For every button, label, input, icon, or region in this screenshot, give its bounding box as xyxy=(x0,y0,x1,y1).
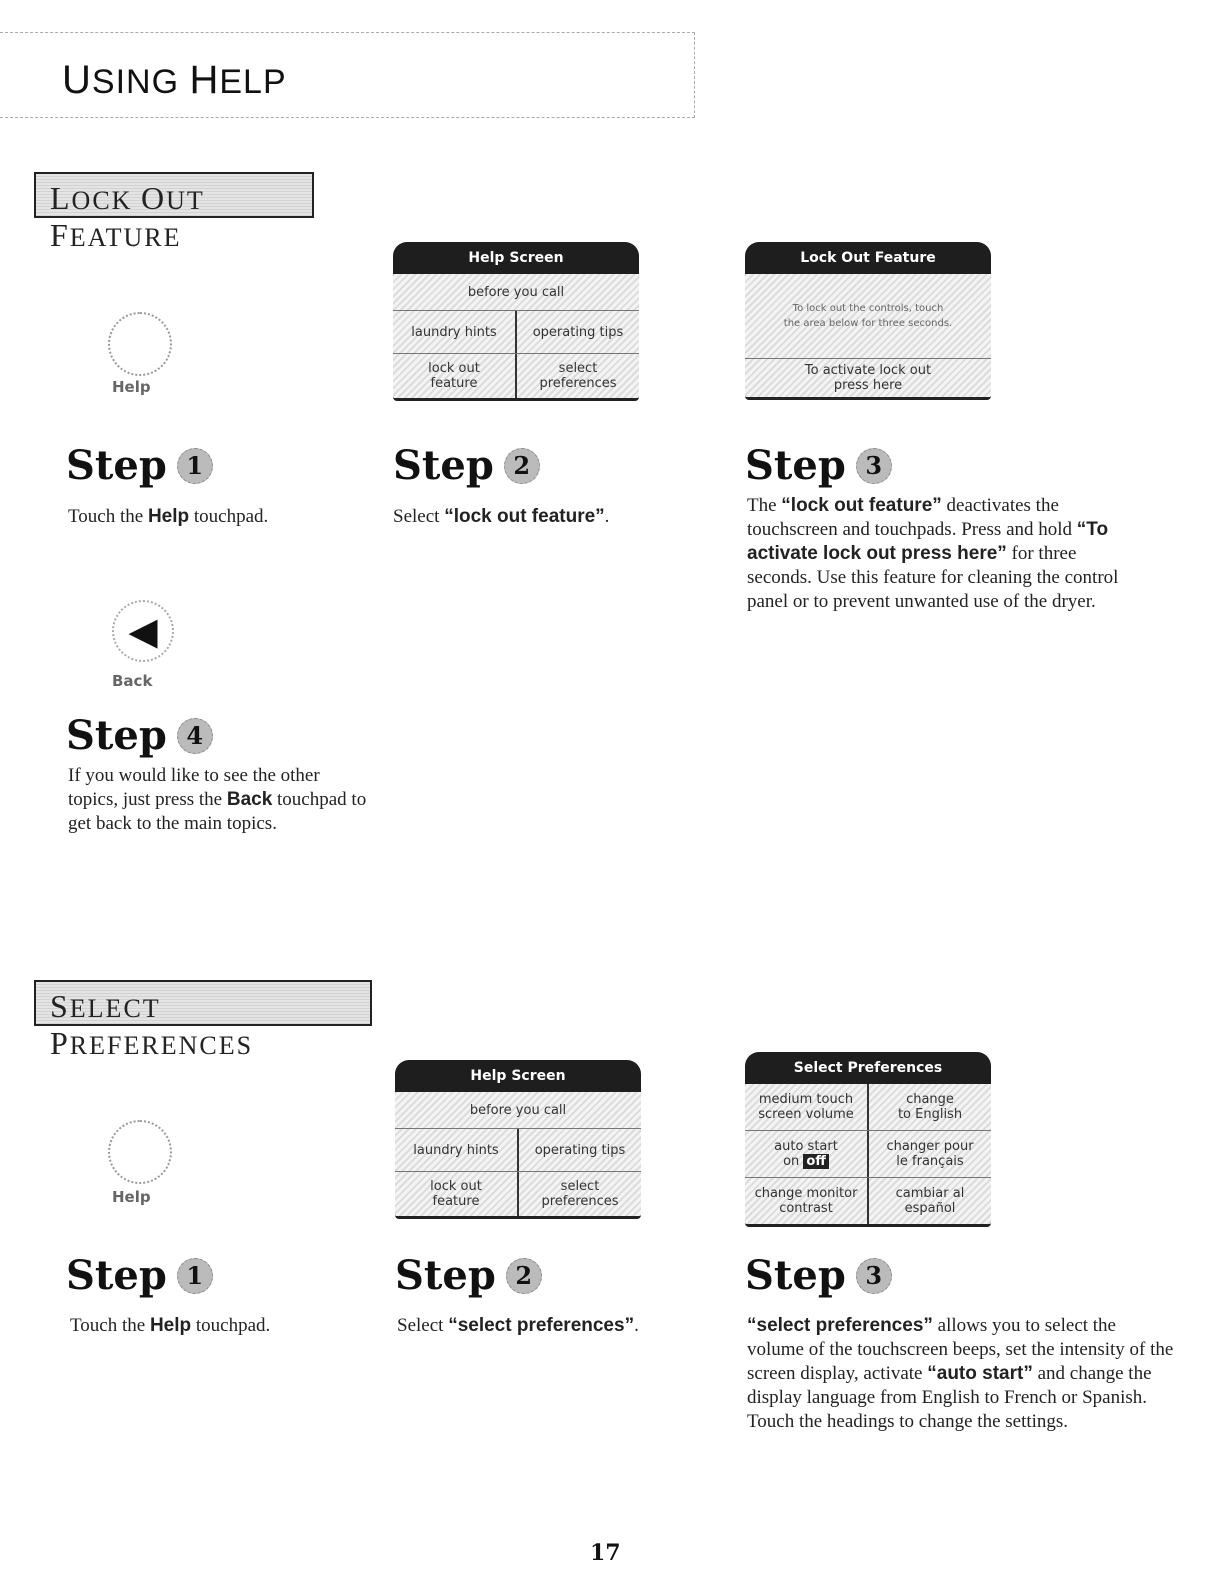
laundry-hints-option[interactable]: laundry hints xyxy=(413,1142,499,1158)
operating-tips-option[interactable]: operating tips xyxy=(515,311,639,353)
lock-step-3-heading: Step 3 xyxy=(745,442,892,489)
help-touchpad-label: Help xyxy=(112,378,151,396)
help-touchpad-label: Help xyxy=(112,1188,151,1206)
laundry-hints-option[interactable]: laundry hints xyxy=(411,324,497,340)
section-banner-lock-out: LOCK OUT FEATURE xyxy=(34,172,314,218)
lock-step-3-text: The “lock out feature” deactivates the touchscreen and touchpads. Press and hold “To activate lock out press here” for three seconds. Use this feature for cleaning the control panel or to prevent unwanted use of the dryer. xyxy=(747,495,1119,612)
lock-out-feature-option[interactable]: lock out feature xyxy=(430,1179,482,1209)
activate-lock-out-button[interactable]: To activate lock out press here xyxy=(804,363,932,393)
prefs-step-2-text: Select “select preferences”. xyxy=(397,1315,639,1336)
screen-title: Select Preferences xyxy=(745,1052,991,1084)
back-touchpad-icon xyxy=(112,600,174,662)
prefs-step-3-text: “select preferences” allows you to select the volume of the touchscreen beeps, set the intensity of the screen display, activate “auto start” and change the display language from English to French or Spanish. Touch the headings to change the settings. xyxy=(747,1315,1174,1432)
back-touchpad-label: Back xyxy=(112,672,153,690)
help-touchpad-icon xyxy=(108,1120,172,1184)
page-title: USING HELP xyxy=(62,58,287,102)
prefs-step-1-text: Touch the Help touchpad. xyxy=(70,1315,271,1336)
lock-step-2-heading: Step 2 xyxy=(393,442,540,489)
screen-title: Lock Out Feature xyxy=(745,242,991,274)
prefs-step-3-heading: Step 3 xyxy=(745,1252,892,1299)
select-preferences-option[interactable]: select preferences xyxy=(515,354,639,398)
select-preferences-option[interactable]: select preferences xyxy=(517,1172,641,1216)
lock-out-instructions: To lock out the controls, touch the area below for three seconds. xyxy=(783,303,953,329)
arrow-left-icon: ◀ xyxy=(128,610,158,653)
screen-volume-option[interactable]: medium touch screen volume xyxy=(758,1092,854,1122)
page-number: 17 xyxy=(590,1540,621,1566)
prefs-step-2-heading: Step 2 xyxy=(395,1252,542,1299)
lock-step-1-heading: Step 1 xyxy=(66,442,213,489)
monitor-contrast-option[interactable]: change monitor contrast xyxy=(754,1186,858,1216)
screen-title: Help Screen xyxy=(393,242,639,274)
lock-step-4-heading: Step 4 xyxy=(66,712,213,759)
help-screen-display xyxy=(393,242,639,401)
off-badge: off xyxy=(803,1154,828,1169)
section-banner-select-preferences: SELECT PREFERENCES xyxy=(34,980,372,1026)
select-preferences-screen-display xyxy=(745,1052,991,1227)
prefs-step-1-heading: Step 1 xyxy=(66,1252,213,1299)
before-you-call-option[interactable]: before you call xyxy=(469,1102,567,1118)
before-you-call-option[interactable]: before you call xyxy=(467,284,565,300)
lock-step-1-text: Touch the Help touchpad. xyxy=(68,506,269,527)
lock-step-2-text: Select “lock out feature”. xyxy=(393,506,610,527)
operating-tips-option[interactable]: operating tips xyxy=(517,1129,641,1171)
lock-step-4-text: If you would like to see the other topics, just press the Back touchpad to get back to the main topics. xyxy=(68,765,367,834)
help-touchpad-icon xyxy=(108,312,172,376)
change-to-french-option[interactable]: changer pour le français xyxy=(867,1131,991,1177)
lock-out-feature-option[interactable]: lock out feature xyxy=(428,361,480,391)
auto-start-option[interactable]: auto start on off xyxy=(774,1139,838,1169)
lock-out-screen-display xyxy=(745,242,991,400)
screen-title: Help Screen xyxy=(395,1060,641,1092)
change-to-english-option[interactable]: change to English xyxy=(867,1084,991,1130)
help-screen-display xyxy=(395,1060,641,1219)
change-to-spanish-option[interactable]: cambiar al español xyxy=(867,1178,991,1224)
